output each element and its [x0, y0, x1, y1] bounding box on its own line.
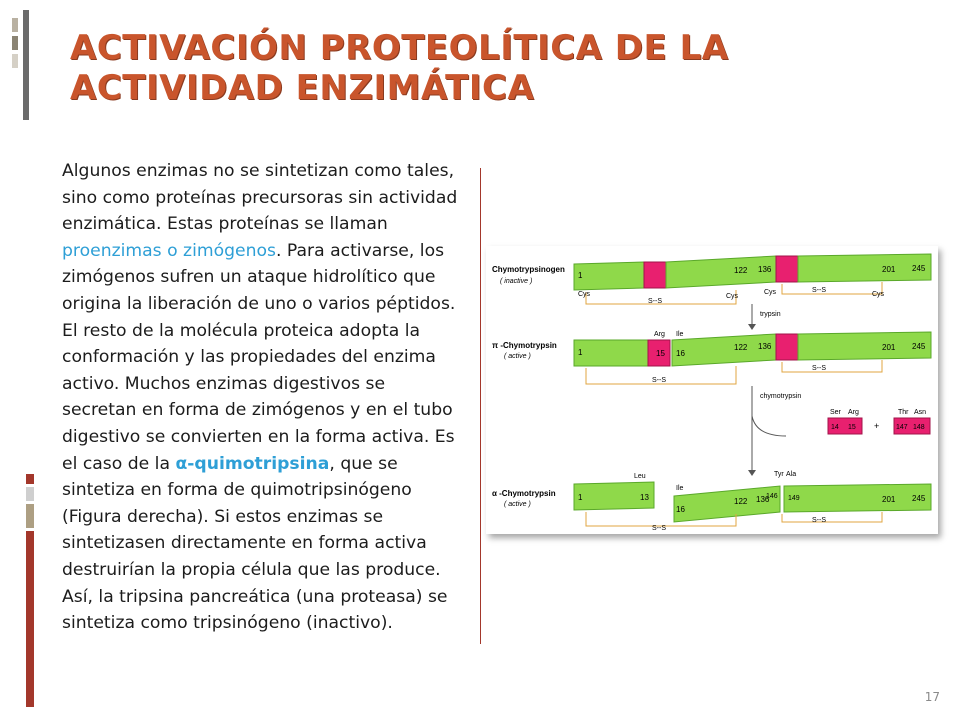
- segment: [574, 262, 644, 290]
- plus-sign: +: [874, 421, 880, 431]
- chymotrypsin-activation-figure: [486, 246, 938, 534]
- segment: [674, 486, 780, 522]
- residue-number: 122: [734, 266, 748, 275]
- ss-label: S--S: [812, 287, 826, 294]
- residue-number: 201: [882, 495, 896, 504]
- cut-segment: [776, 256, 798, 282]
- figure-svg: [486, 246, 938, 534]
- residue-number: 16: [676, 349, 685, 358]
- asn-label: Asn: [914, 409, 927, 416]
- residue-number: 201: [882, 265, 896, 274]
- arg-label: Arg: [848, 409, 859, 416]
- cys-label: Cys: [764, 289, 777, 296]
- residue-number: 1: [578, 271, 583, 280]
- ss-label: S--S: [652, 525, 666, 532]
- decor-block: [12, 54, 18, 68]
- body-text-3: , que se sintetiza en forma de quimotripsinógeno (Figura derecha). Si estos enzimas se sintetizasen directamente en forma activa destruirían la propia célula que las produce. Así, la tripsina pancreática (una proteasa) se sintetiza como tripsinógeno (inactivo).: [62, 453, 448, 634]
- segment: [574, 340, 648, 366]
- residue-number: 16: [676, 505, 685, 514]
- accent-bar: [26, 531, 34, 707]
- ile-label: Ile: [676, 331, 684, 338]
- cys-label: Cys: [578, 291, 591, 298]
- leu-label: Leu: [634, 473, 646, 480]
- arrow-head: [748, 470, 756, 476]
- trypsin-label: trypsin: [760, 311, 781, 318]
- tyr-label: Tyr: [774, 471, 784, 478]
- cys-label: Cys: [726, 293, 739, 300]
- residue-number: 136: [758, 265, 772, 274]
- residue-number: 122: [734, 343, 748, 352]
- ala-label: Ala: [786, 471, 797, 478]
- decor-bar: [23, 10, 29, 120]
- arrow-head: [748, 324, 756, 330]
- ss-label: S--S: [812, 365, 826, 372]
- segment: [784, 484, 931, 512]
- accent-bar: [26, 504, 34, 528]
- residue-number: 1: [578, 348, 583, 357]
- residue-number: 146: [766, 493, 778, 500]
- residue-number: 245: [912, 494, 926, 503]
- residue-number: 147: [896, 424, 908, 431]
- row-state: ( active ): [504, 501, 531, 508]
- thr-label: Thr: [898, 409, 909, 416]
- alpha-symbol: α: [175, 453, 188, 474]
- ss-label: S--S: [648, 298, 662, 305]
- cys-label: Cys: [872, 291, 885, 298]
- accent-bar: [26, 487, 34, 501]
- residue-number: 136: [758, 342, 772, 351]
- residue-number: 201: [882, 343, 896, 352]
- row-state: ( active ): [504, 353, 531, 360]
- row-name-pi-chymotrypsin: π -Chymotrypsin: [492, 341, 557, 350]
- residue-number: 14: [831, 424, 839, 431]
- ss-label: S--S: [812, 517, 826, 524]
- page-number: 17: [924, 690, 940, 704]
- ile-label: Ile: [676, 485, 684, 492]
- residue-number: 13: [640, 493, 649, 502]
- residue-number: 148: [913, 424, 925, 431]
- ss-label: S--S: [652, 377, 666, 384]
- decor-block: [12, 36, 18, 50]
- residue-number: 136: [756, 495, 770, 504]
- row-name-alpha-chymotrypsin: α -Chymotrypsin: [492, 489, 556, 498]
- divider-line: [480, 168, 481, 644]
- residue-number: 15: [848, 424, 856, 431]
- residue-number: 245: [912, 342, 926, 351]
- residue-number: 122: [734, 497, 748, 506]
- cut-segment: [644, 262, 666, 288]
- row-state: ( inactive ): [500, 278, 533, 285]
- body-text-2: . Para activarse, los zimógenos sufren un ataque hidrolítico que origina la liberación de uno o varios péptidos. El resto de la molécula proteica adopta la conformación y las propiedades del enzima activo. Muchos enzimas digestivos se secretan en forma de zimógenos y en el tubo digestivo se convierten en la forma activa. Es el caso de la: [62, 240, 456, 474]
- body-text-1: Algunos enzimas no se sintetizan como tales, sino como proteínas precursoras sin actividad enzimática. Estas proteínas se llaman: [62, 161, 458, 235]
- chymotrypsin-label: chymotrypsin: [760, 393, 802, 400]
- row-name-chymotrypsinogen: Chymotrypsinogen: [492, 265, 565, 274]
- body-paragraph: [62, 158, 462, 637]
- highlight-proenzimas: proenzimas o zimógenos: [62, 240, 276, 261]
- decor-block: [12, 18, 18, 32]
- arg-label: Arg: [654, 331, 665, 338]
- residue-number: 245: [912, 264, 926, 273]
- ser-label: Ser: [830, 409, 841, 416]
- accent-bar: [26, 474, 34, 484]
- cut-segment: [776, 334, 798, 360]
- highlight-quimotripsina: -quimotripsina: [187, 453, 330, 474]
- slide-title: ACTIVACIÓN PROTEOLÍTICA DE LA ACTIVIDAD ENZIMÁTICA: [70, 28, 729, 108]
- arrow-branch: [752, 416, 786, 436]
- residue-number: 1: [578, 493, 583, 502]
- residue-number: 15: [656, 349, 665, 358]
- residue-number: 149: [788, 495, 800, 502]
